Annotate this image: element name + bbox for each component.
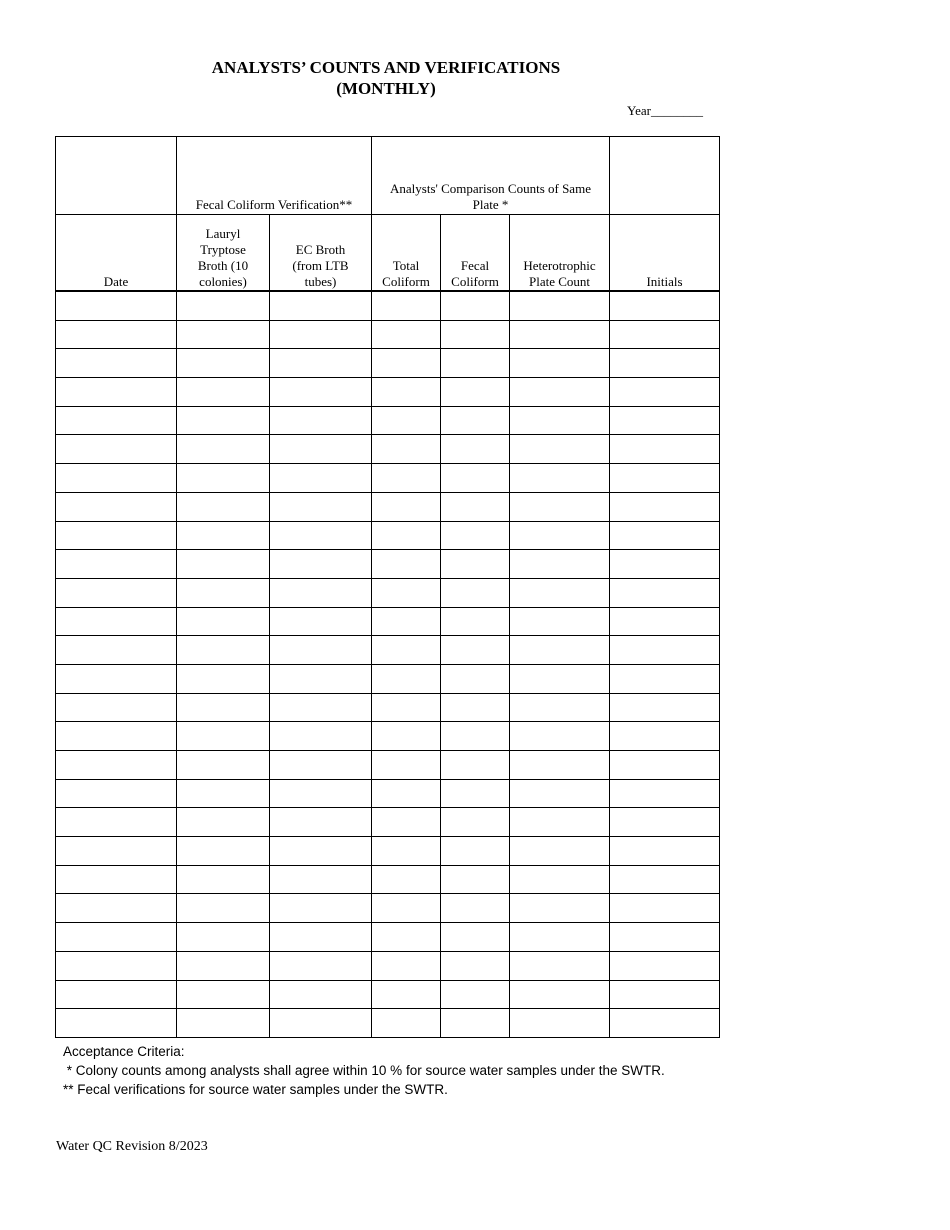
initials-entry-cell[interactable] <box>610 492 720 521</box>
fecal-coliform-entry-cell[interactable] <box>441 435 510 464</box>
initials-column-header: Initials <box>610 215 720 292</box>
ec-broth-entry-cell[interactable] <box>270 951 372 980</box>
hpc-entry-cell[interactable] <box>510 607 610 636</box>
hpc-entry-cell[interactable] <box>510 636 610 665</box>
total-coliform-entry-cell[interactable] <box>372 693 441 722</box>
initials-entry-cell[interactable] <box>610 808 720 837</box>
fecal-coliform-entry-cell[interactable] <box>441 1009 510 1038</box>
hpc-entry-cell[interactable] <box>510 923 610 952</box>
hpc-entry-cell[interactable] <box>510 435 610 464</box>
lauryl-entry-cell[interactable] <box>177 406 270 435</box>
hpc-entry-cell[interactable] <box>510 378 610 407</box>
lauryl-entry-cell[interactable] <box>177 320 270 349</box>
ec-broth-entry-cell[interactable] <box>270 349 372 378</box>
lauryl-entry-cell[interactable] <box>177 435 270 464</box>
fecal-coliform-entry-cell[interactable] <box>441 521 510 550</box>
lauryl-entry-cell[interactable] <box>177 550 270 579</box>
hpc-entry-cell[interactable] <box>510 291 610 320</box>
initials-entry-cell[interactable] <box>610 865 720 894</box>
total-coliform-entry-cell[interactable] <box>372 779 441 808</box>
lauryl-column-header: Lauryl Tryptose Broth (10 colonies) <box>177 215 270 292</box>
total-coliform-entry-cell[interactable] <box>372 837 441 866</box>
revision-footer: Water QC Revision 8/2023 <box>56 1139 208 1154</box>
ec-broth-entry-cell[interactable] <box>270 636 372 665</box>
hpc-entry-cell[interactable] <box>510 837 610 866</box>
date-entry-cell[interactable] <box>56 1009 177 1038</box>
initials-entry-cell[interactable] <box>610 607 720 636</box>
table-row <box>56 349 720 378</box>
total-coliform-entry-cell[interactable] <box>372 521 441 550</box>
total-coliform-column-header: Total Coliform <box>372 215 441 292</box>
ec-broth-entry-cell[interactable] <box>270 865 372 894</box>
total-coliform-entry-cell[interactable] <box>372 435 441 464</box>
total-coliform-entry-cell[interactable] <box>372 923 441 952</box>
date-entry-cell[interactable] <box>56 894 177 923</box>
ec-broth-entry-cell[interactable] <box>270 521 372 550</box>
form-title <box>160 57 612 99</box>
date-entry-cell[interactable] <box>56 578 177 607</box>
ec-broth-entry-cell[interactable] <box>270 607 372 636</box>
table-row <box>56 550 720 579</box>
total-coliform-entry-cell[interactable] <box>372 980 441 1009</box>
ec-broth-entry-cell[interactable] <box>270 578 372 607</box>
initials-entry-cell[interactable] <box>610 837 720 866</box>
ec-broth-entry-cell[interactable] <box>270 1009 372 1038</box>
lauryl-entry-cell[interactable] <box>177 378 270 407</box>
initials-entry-cell[interactable] <box>610 980 720 1009</box>
fecal-coliform-entry-cell[interactable] <box>441 664 510 693</box>
ec-broth-entry-cell[interactable] <box>270 320 372 349</box>
ec-broth-entry-cell[interactable] <box>270 837 372 866</box>
form-title-line2: (MONTHLY) <box>336 79 436 98</box>
hpc-entry-cell[interactable] <box>510 951 610 980</box>
table-row <box>56 722 720 751</box>
year-field[interactable]: Year________ <box>627 103 703 118</box>
total-coliform-entry-cell[interactable] <box>372 751 441 780</box>
ec-broth-entry-cell[interactable] <box>270 923 372 952</box>
ec-broth-entry-cell[interactable] <box>270 464 372 493</box>
fecal-coliform-entry-cell[interactable] <box>441 894 510 923</box>
lauryl-entry-cell[interactable] <box>177 464 270 493</box>
lauryl-entry-cell[interactable] <box>177 636 270 665</box>
lauryl-entry-cell[interactable] <box>177 693 270 722</box>
date-entry-cell[interactable] <box>56 607 177 636</box>
lauryl-entry-cell[interactable] <box>177 349 270 378</box>
ec-broth-entry-cell[interactable] <box>270 894 372 923</box>
total-coliform-entry-cell[interactable] <box>372 320 441 349</box>
initials-entry-cell[interactable] <box>610 722 720 751</box>
hpc-entry-cell[interactable] <box>510 550 610 579</box>
acceptance-criteria <box>63 1042 665 1099</box>
date-entry-cell[interactable] <box>56 435 177 464</box>
column-header-row <box>56 215 720 292</box>
ec-broth-entry-cell[interactable] <box>270 808 372 837</box>
lauryl-entry-cell[interactable] <box>177 894 270 923</box>
initials-entry-cell[interactable] <box>610 693 720 722</box>
hpc-entry-cell[interactable] <box>510 664 610 693</box>
total-coliform-entry-cell[interactable] <box>372 808 441 837</box>
form-title-line1: ANALYSTS’ COUNTS AND VERIFICATIONS <box>211 58 561 77</box>
group-header-row <box>56 137 720 215</box>
total-coliform-entry-cell[interactable] <box>372 349 441 378</box>
date-column-header: Date <box>56 215 177 292</box>
table-row <box>56 291 720 320</box>
table-row <box>56 492 720 521</box>
table-row <box>56 779 720 808</box>
date-entry-cell[interactable] <box>56 464 177 493</box>
hpc-entry-cell[interactable] <box>510 320 610 349</box>
date-entry-cell[interactable] <box>56 291 177 320</box>
lauryl-entry-cell[interactable] <box>177 951 270 980</box>
hpc-entry-cell[interactable] <box>510 1009 610 1038</box>
hpc-entry-cell[interactable] <box>510 406 610 435</box>
fecal-coliform-entry-cell[interactable] <box>441 550 510 579</box>
total-coliform-entry-cell[interactable] <box>372 291 441 320</box>
ec-broth-entry-cell[interactable] <box>270 980 372 1009</box>
date-entry-cell[interactable] <box>56 349 177 378</box>
date-entry-cell[interactable] <box>56 693 177 722</box>
fecal-coliform-entry-cell[interactable] <box>441 751 510 780</box>
hpc-entry-cell[interactable] <box>510 492 610 521</box>
table-row <box>56 693 720 722</box>
hpc-entry-cell[interactable] <box>510 779 610 808</box>
date-entry-cell[interactable] <box>56 521 177 550</box>
lauryl-entry-cell[interactable] <box>177 751 270 780</box>
total-coliform-entry-cell[interactable] <box>372 664 441 693</box>
fecal-coliform-entry-cell[interactable] <box>441 837 510 866</box>
lauryl-entry-cell[interactable] <box>177 521 270 550</box>
date-entry-cell[interactable] <box>56 320 177 349</box>
table-row <box>56 320 720 349</box>
table-row <box>56 1009 720 1038</box>
total-coliform-entry-cell[interactable] <box>372 607 441 636</box>
lauryl-entry-cell[interactable] <box>177 607 270 636</box>
date-entry-cell[interactable] <box>56 837 177 866</box>
ec-broth-entry-cell[interactable] <box>270 406 372 435</box>
lauryl-entry-cell[interactable] <box>177 923 270 952</box>
table-row <box>56 837 720 866</box>
initials-entry-cell[interactable] <box>610 578 720 607</box>
total-coliform-entry-cell[interactable] <box>372 722 441 751</box>
date-entry-cell[interactable] <box>56 779 177 808</box>
fecal-coliform-entry-cell[interactable] <box>441 980 510 1009</box>
hpc-entry-cell[interactable] <box>510 578 610 607</box>
fecal-coliform-entry-cell[interactable] <box>441 722 510 751</box>
total-coliform-entry-cell[interactable] <box>372 636 441 665</box>
lauryl-entry-cell[interactable] <box>177 291 270 320</box>
date-entry-cell[interactable] <box>56 636 177 665</box>
hpc-entry-cell[interactable] <box>510 693 610 722</box>
hpc-entry-cell[interactable] <box>510 521 610 550</box>
fecal-coliform-entry-cell[interactable] <box>441 779 510 808</box>
fecal-coliform-entry-cell[interactable] <box>441 578 510 607</box>
table-row <box>56 607 720 636</box>
table-row <box>56 923 720 952</box>
fecal-coliform-column-header: Fecal Coliform <box>441 215 510 292</box>
initials-entry-cell[interactable] <box>610 636 720 665</box>
initials-entry-cell[interactable] <box>610 406 720 435</box>
hpc-entry-cell[interactable] <box>510 751 610 780</box>
initials-entry-cell[interactable] <box>610 521 720 550</box>
lauryl-entry-cell[interactable] <box>177 1009 270 1038</box>
date-entry-cell[interactable] <box>56 923 177 952</box>
fecal-coliform-entry-cell[interactable] <box>441 291 510 320</box>
fecal-coliform-entry-cell[interactable] <box>441 378 510 407</box>
table-row <box>56 751 720 780</box>
fecal-coliform-entry-cell[interactable] <box>441 349 510 378</box>
ec-broth-entry-cell[interactable] <box>270 779 372 808</box>
table-row <box>56 378 720 407</box>
ec-broth-entry-cell[interactable] <box>270 722 372 751</box>
ec-broth-entry-cell[interactable] <box>270 291 372 320</box>
table-row <box>56 865 720 894</box>
date-entry-cell[interactable] <box>56 492 177 521</box>
hpc-column-header: Heterotrophic Plate Count <box>510 215 610 292</box>
total-coliform-entry-cell[interactable] <box>372 464 441 493</box>
initials-entry-cell[interactable] <box>610 923 720 952</box>
table-row <box>56 664 720 693</box>
lauryl-entry-cell[interactable] <box>177 722 270 751</box>
fecal-coliform-entry-cell[interactable] <box>441 923 510 952</box>
lauryl-entry-cell[interactable] <box>177 779 270 808</box>
fecal-coliform-entry-cell[interactable] <box>441 951 510 980</box>
initials-entry-cell[interactable] <box>610 751 720 780</box>
initials-entry-cell[interactable] <box>610 664 720 693</box>
table-row <box>56 521 720 550</box>
criteria-note-2: ** Fecal verifications for source water samples under the SWTR. <box>63 1082 448 1097</box>
ec-broth-entry-cell[interactable] <box>270 378 372 407</box>
total-coliform-entry-cell[interactable] <box>372 492 441 521</box>
table-row <box>56 951 720 980</box>
hpc-entry-cell[interactable] <box>510 464 610 493</box>
ec-broth-entry-cell[interactable] <box>270 550 372 579</box>
fecal-coliform-entry-cell[interactable] <box>441 406 510 435</box>
table-row <box>56 980 720 1009</box>
fecal-coliform-entry-cell[interactable] <box>441 865 510 894</box>
ec-broth-entry-cell[interactable] <box>270 492 372 521</box>
fecal-coliform-entry-cell[interactable] <box>441 693 510 722</box>
header-blank-cell <box>56 137 177 215</box>
initials-entry-cell[interactable] <box>610 435 720 464</box>
hpc-entry-cell[interactable] <box>510 865 610 894</box>
fecal-coliform-entry-cell[interactable] <box>441 320 510 349</box>
lauryl-entry-cell[interactable] <box>177 664 270 693</box>
date-entry-cell[interactable] <box>56 722 177 751</box>
initials-entry-cell[interactable] <box>610 1009 720 1038</box>
counts-table <box>55 136 720 1038</box>
total-coliform-entry-cell[interactable] <box>372 894 441 923</box>
total-coliform-entry-cell[interactable] <box>372 378 441 407</box>
hpc-entry-cell[interactable] <box>510 808 610 837</box>
date-entry-cell[interactable] <box>56 406 177 435</box>
date-entry-cell[interactable] <box>56 664 177 693</box>
date-entry-cell[interactable] <box>56 550 177 579</box>
total-coliform-entry-cell[interactable] <box>372 951 441 980</box>
initials-entry-cell[interactable] <box>610 550 720 579</box>
ec-broth-entry-cell[interactable] <box>270 664 372 693</box>
lauryl-entry-cell[interactable] <box>177 865 270 894</box>
date-entry-cell[interactable] <box>56 808 177 837</box>
table-row <box>56 406 720 435</box>
fecal-verification-header: Fecal Coliform Verification** <box>177 137 372 215</box>
date-entry-cell[interactable] <box>56 951 177 980</box>
initials-entry-cell[interactable] <box>610 291 720 320</box>
total-coliform-entry-cell[interactable] <box>372 406 441 435</box>
hpc-entry-cell[interactable] <box>510 980 610 1009</box>
criteria-heading: Acceptance Criteria: <box>63 1044 185 1059</box>
date-entry-cell[interactable] <box>56 980 177 1009</box>
lauryl-entry-cell[interactable] <box>177 808 270 837</box>
hpc-entry-cell[interactable] <box>510 349 610 378</box>
table-row <box>56 578 720 607</box>
lauryl-entry-cell[interactable] <box>177 837 270 866</box>
table-row <box>56 894 720 923</box>
ec-broth-entry-cell[interactable] <box>270 693 372 722</box>
initials-entry-cell[interactable] <box>610 894 720 923</box>
lauryl-entry-cell[interactable] <box>177 578 270 607</box>
ec-broth-entry-cell[interactable] <box>270 435 372 464</box>
fecal-coliform-entry-cell[interactable] <box>441 636 510 665</box>
criteria-note-1: * Colony counts among analysts shall agree within 10 % for source water samples under the SWTR. <box>63 1063 665 1078</box>
fecal-coliform-entry-cell[interactable] <box>441 607 510 636</box>
lauryl-entry-cell[interactable] <box>177 980 270 1009</box>
fecal-coliform-entry-cell[interactable] <box>441 808 510 837</box>
date-entry-cell[interactable] <box>56 751 177 780</box>
lauryl-entry-cell[interactable] <box>177 492 270 521</box>
fecal-coliform-entry-cell[interactable] <box>441 492 510 521</box>
hpc-entry-cell[interactable] <box>510 894 610 923</box>
date-entry-cell[interactable] <box>56 865 177 894</box>
table-row <box>56 636 720 665</box>
initials-entry-cell[interactable] <box>610 349 720 378</box>
table-row <box>56 435 720 464</box>
comparison-counts-header: Analysts' Comparison Counts of Same Plate * <box>372 137 610 215</box>
initials-entry-cell[interactable] <box>610 378 720 407</box>
fecal-coliform-entry-cell[interactable] <box>441 464 510 493</box>
date-entry-cell[interactable] <box>56 378 177 407</box>
total-coliform-entry-cell[interactable] <box>372 550 441 579</box>
initials-entry-cell[interactable] <box>610 779 720 808</box>
table-row <box>56 464 720 493</box>
initials-entry-cell[interactable] <box>610 464 720 493</box>
ec-broth-entry-cell[interactable] <box>270 751 372 780</box>
total-coliform-entry-cell[interactable] <box>372 865 441 894</box>
table-row <box>56 808 720 837</box>
initials-entry-cell[interactable] <box>610 320 720 349</box>
ec-broth-column-header: EC Broth (from LTB tubes) <box>270 215 372 292</box>
total-coliform-entry-cell[interactable] <box>372 578 441 607</box>
initials-entry-cell[interactable] <box>610 951 720 980</box>
hpc-entry-cell[interactable] <box>510 722 610 751</box>
total-coliform-entry-cell[interactable] <box>372 1009 441 1038</box>
header-blank-cell <box>610 137 720 215</box>
